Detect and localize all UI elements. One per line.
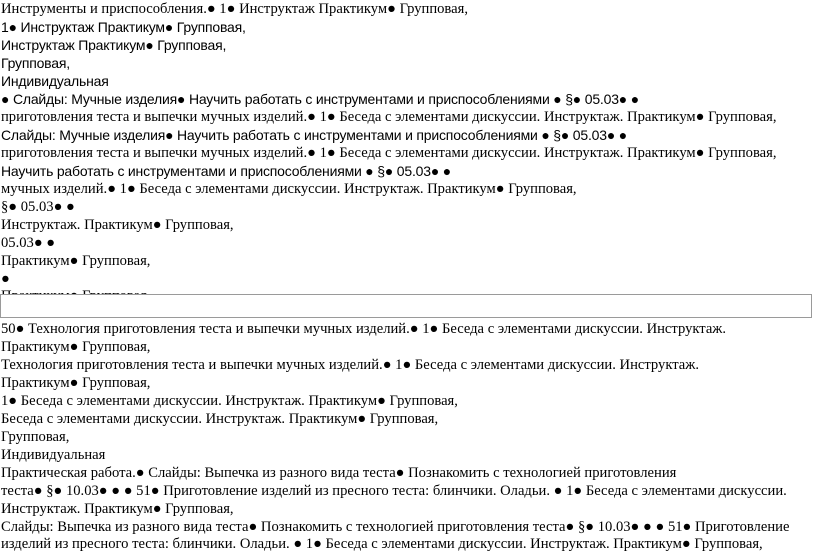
text-line: Практикум● Групповая, <box>1 375 151 391</box>
text-line: Беседа с элементами дискуссии. Инструктаж. Практикум● Групповая, <box>1 411 439 427</box>
text-line: мучных изделий.● 1● Беседа с элементами дискуссии. Инструктаж. Практикум● Групповая, <box>1 181 577 197</box>
text-line: Групповая, <box>1 55 70 71</box>
text-line: 1● Беседа с элементами дискуссии. Инструктаж. Практикум● Групповая, <box>1 393 458 409</box>
text-line: Технология приготовления теста и выпечки мучных изделий.● 1● Беседа с элементами дискуссии. Инструктаж. <box>1 357 699 373</box>
text-line: Индивидуальная <box>1 73 109 89</box>
text-line: Слайды: Мучные изделия● Научить работать с инструментами и приспособлениями ● §● 05.03● ● <box>1 127 628 143</box>
text-line: приготовления теста и выпечки мучных изделий.● 1● Беседа с элементами дискуссии. Инструктаж. Практикум● Групповая, <box>1 145 777 161</box>
text-line: приготовления теста и выпечки мучных изделий.● 1● Беседа с элементами дискуссии. Инструктаж. Практикум● Групповая, <box>1 109 777 125</box>
section-divider-box <box>0 294 812 318</box>
text-line: Практикум● Групповая, <box>1 253 151 269</box>
text-line: ● Слайды: Мучные изделия● Научить работать с инструментами и приспособлениями ● §● 05.03● ● <box>1 91 639 107</box>
text-line: теста● §● 10.03● ● ● 51● Приготовление изделий из пресного теста: блинчики. Оладьи. ● 1● Беседа с элементами дискуссии. <box>1 483 787 499</box>
text-line: Инструменты и приспособления.● 1● Инструктаж Практикум● Групповая, <box>1 1 468 17</box>
text-line: 1● Инструктаж Практикум● Групповая, <box>1 19 246 35</box>
text-line: Инструктаж. Практикум● Групповая, <box>1 501 234 517</box>
text-line: Практическая работа.● Слайды: Выпечка из разного вида теста● Познакомить с технологией приготовления <box>1 465 677 481</box>
text-line: Практикум● Групповая, <box>1 339 151 355</box>
text-line: §● 05.03● ● <box>1 199 75 215</box>
text-line: Групповая, <box>1 429 70 445</box>
text-line: Инструктаж. Практикум● Групповая, <box>1 217 234 233</box>
text-line: 50● Технология приготовления теста и выпечки мучных изделий.● 1● Беседа с элементами дискуссии. Инструктаж. <box>1 321 727 337</box>
text-line: Инструктаж Практикум● Групповая, <box>1 37 227 53</box>
text-line: 05.03● ● <box>1 235 56 251</box>
text-line: Слайды: Выпечка из разного вида теста● Познакомить с технологией приготовления теста● §● 10.03● ● ● 51● Приготовление <box>1 519 790 535</box>
text-line: изделий из пресного теста: блинчики. Оладьи. ● 1● Беседа с элементами дискуссии. Инструктаж. Практикум● Групповая, <box>1 536 763 552</box>
text-line: ● <box>1 271 10 287</box>
text-line: Индивидуальная <box>1 447 106 463</box>
text-line: Научить работать с инструментами и приспособлениями ● §● 05.03● ● <box>1 163 452 179</box>
